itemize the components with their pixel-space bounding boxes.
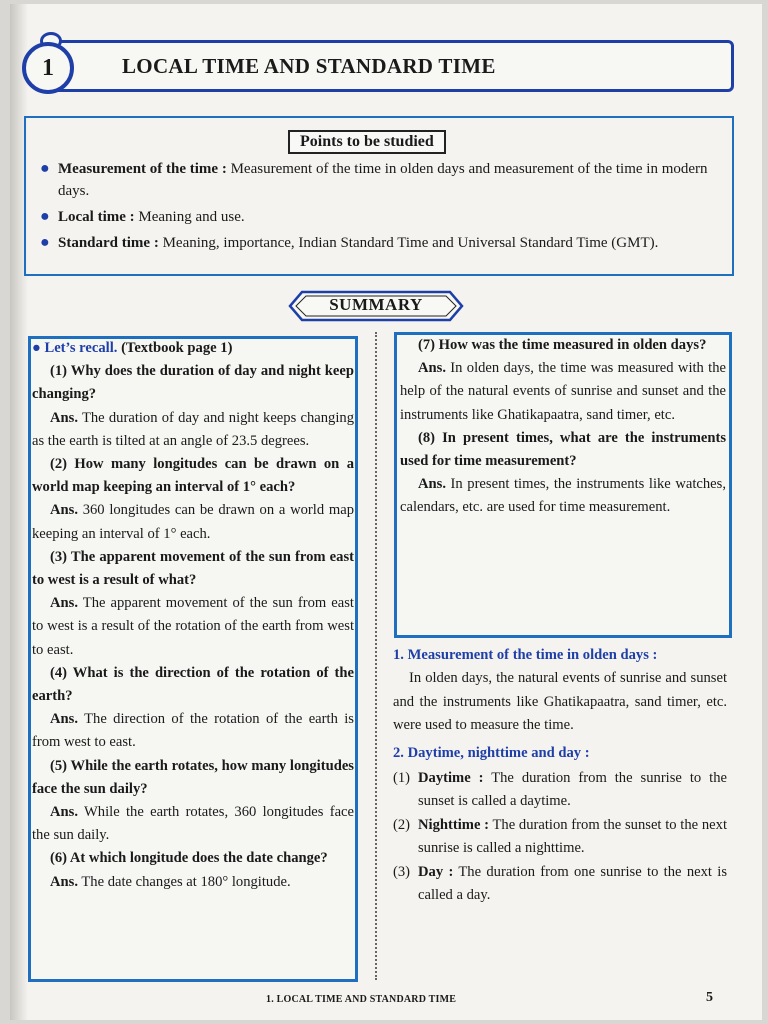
question: (6) At which longitude does the date change?: [50, 850, 328, 867]
definition-text: The duration from one sunrise to the next is called a day.: [418, 863, 727, 904]
definition-item: [393, 767, 727, 814]
answer: [32, 592, 354, 662]
lets-recall-label: Let’s recall.: [44, 340, 118, 356]
question: (7) How was the time measured in olden days?: [418, 337, 707, 353]
item-number: (3): [393, 863, 411, 880]
bullet-icon: ●: [40, 234, 50, 251]
bullet-icon: ●: [40, 208, 50, 225]
point-term: Local time :: [58, 209, 135, 225]
answer-text: In olden days, the time was measured with the help of the natural events of sunrise and sunset and the instruments like Ghatikapaatra, sand timer, etc.: [400, 360, 726, 423]
answer-text: In present times, the instruments like watches, calendars, etc. are used for time measurement.: [400, 476, 726, 516]
question: (8) In present times, what are the instruments used for time measurement?: [400, 429, 726, 470]
running-footer: 1. LOCAL TIME AND STANDARD TIME: [266, 994, 457, 1005]
definition-term: Nighttime :: [418, 816, 490, 833]
answer-prefix: Ans.: [50, 804, 78, 821]
answer-prefix: Ans.: [50, 502, 78, 519]
chapter-header: [22, 36, 734, 96]
answer: [32, 499, 354, 545]
answer-prefix: Ans.: [50, 595, 78, 612]
question: (5) While the earth rotates, how many longitudes face the sun daily?: [32, 757, 354, 797]
answer-prefix: Ans.: [418, 360, 446, 377]
answer-text: The apparent movement of the sun from east to west is a result of the rotation of the earth from west to east.: [32, 595, 354, 658]
question: (1) Why does the duration of day and night keep changing?: [32, 363, 354, 403]
answer: [32, 801, 354, 847]
definition-term: Daytime :: [418, 770, 484, 787]
point-item: [38, 206, 722, 228]
section-body: In olden days, the natural events of sunrise and sunset and the instruments like Ghatikapaatra, sand timer, etc. were used to measure the time.: [393, 670, 727, 734]
answer: [32, 708, 354, 754]
points-list: [38, 158, 722, 258]
points-heading: Points to be studied: [288, 130, 446, 154]
question: (3) The apparent movement of the sun from east to west is a result of what?: [32, 548, 354, 589]
answer-text: The duration of day and night keeps changing as the earth is tilted at an angle of 23.5 degrees.: [32, 409, 354, 449]
column-divider: [375, 332, 377, 980]
answer-text: The direction of the rotation of the earth is from west to east.: [32, 711, 354, 751]
answer-text: 360 longitudes can be drawn on a world map keeping an interval of 1° each.: [32, 502, 354, 542]
right-column-sections: [393, 644, 727, 907]
question: (2) How many longitudes can be drawn on a world map keeping an interval of 1° each?: [32, 456, 354, 496]
point-text: Measurement of the time in olden days and measurement of the time in modern days.: [58, 161, 708, 199]
question: (4) What is the direction of the rotation of the earth?: [32, 664, 354, 705]
left-column: [32, 337, 354, 894]
definition-item: [393, 861, 727, 908]
point-item: [38, 158, 722, 202]
definition-term: Day :: [418, 863, 454, 880]
point-text: Meaning, importance, Indian Standard Time and Universal Standard Time (GMT).: [158, 235, 659, 251]
answer-text: While the earth rotates, 360 longitudes face the sun daily.: [32, 804, 354, 844]
page-number: 5: [706, 990, 713, 1005]
answer-prefix: Ans.: [50, 409, 78, 426]
recall-reference: (Textbook page 1): [117, 340, 233, 356]
answer: [32, 871, 354, 894]
points-to-be-studied-box: [24, 116, 734, 276]
point-item: [38, 232, 722, 254]
bullet-icon: ●: [40, 160, 50, 177]
answer-prefix: Ans.: [50, 711, 78, 728]
answer: [400, 473, 726, 519]
section-heading: 2. Daytime, nighttime and day :: [393, 744, 590, 761]
chapter-title: LOCAL TIME AND STANDARD TIME: [122, 54, 496, 78]
answer-prefix: Ans.: [418, 476, 446, 493]
answer: [32, 407, 354, 453]
item-number: (1): [393, 770, 411, 787]
item-number: (2): [393, 816, 411, 833]
summary-label: SUMMARY: [329, 295, 423, 314]
section-heading: 1. Measurement of the time in olden days :: [393, 647, 658, 663]
definition-text: The duration from the sunrise to the sunset is called a daytime.: [418, 770, 727, 810]
answer-prefix: Ans.: [50, 873, 78, 890]
point-term: Standard time :: [58, 235, 159, 251]
right-column-qa: [400, 334, 726, 520]
definition-text: The duration from the sunset to the next sunrise is called a nighttime.: [418, 816, 728, 857]
definition-item: [393, 814, 727, 861]
bullet-icon: ●: [32, 340, 45, 356]
point-text: Meaning and use.: [134, 209, 245, 225]
point-term: Measurement of the time :: [58, 161, 227, 177]
lets-recall-line: [32, 337, 354, 360]
chapter-number-badge: 1: [22, 42, 74, 94]
answer: [400, 357, 726, 427]
summary-banner: [288, 290, 464, 322]
answer-text: The date changes at 180° longitude.: [77, 873, 291, 890]
